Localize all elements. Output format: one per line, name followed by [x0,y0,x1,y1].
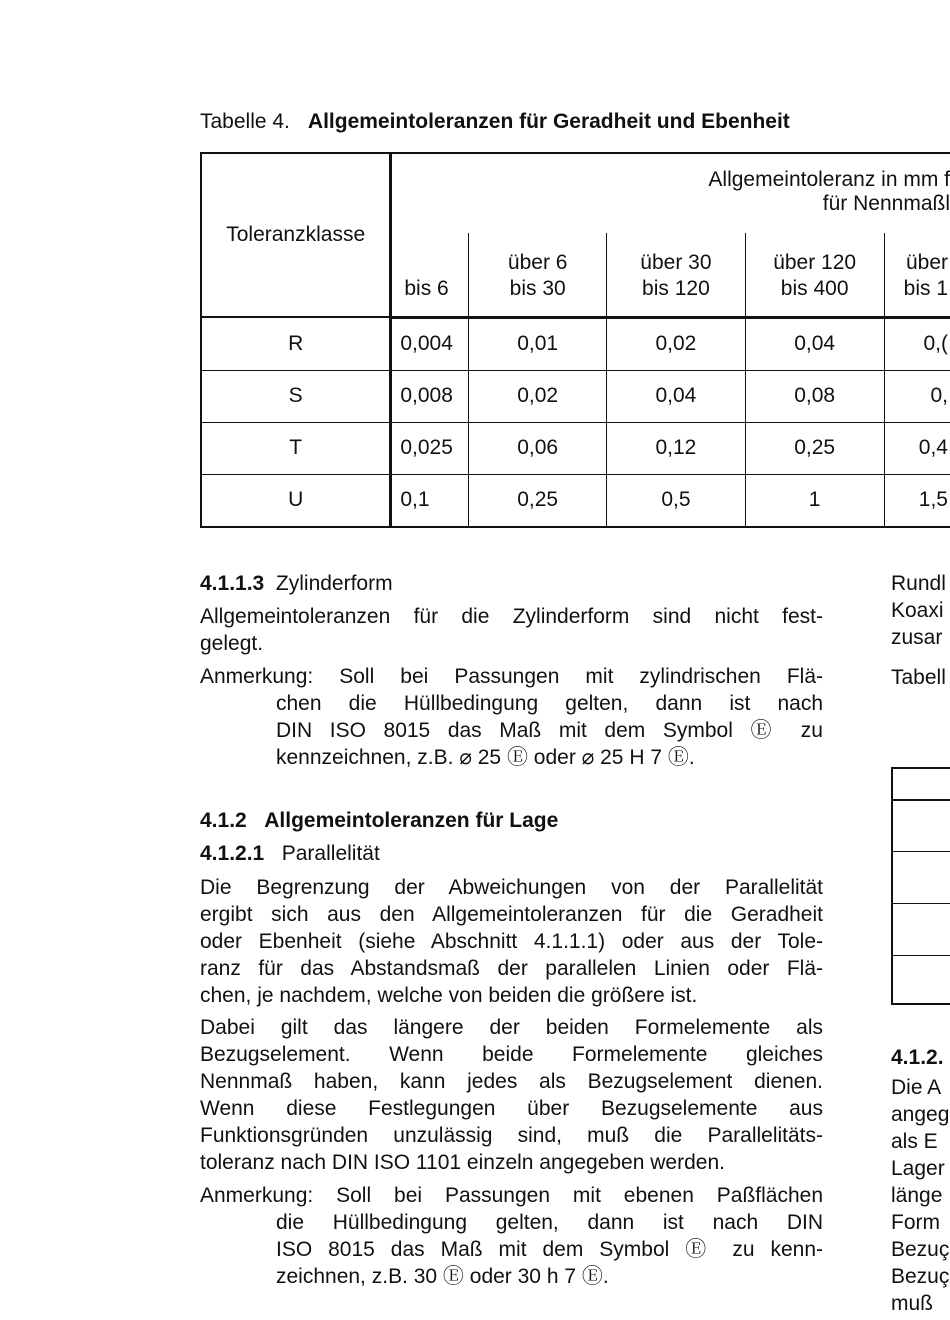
value-cell: 0,25 [745,422,884,474]
value-cell: 0,08 [745,370,884,422]
class-cell: R [201,317,391,370]
column-header: bis 6 [391,233,469,317]
value-cell: 1 [745,474,884,527]
value-cell: 0,5 [607,474,746,527]
heading-4121: 4.1.2.1 Parallelität [200,842,380,865]
value-cell: 0,04 [607,370,746,422]
table-row [201,422,950,474]
value-cell: 0, [884,370,950,422]
value-cell: 1,5 [884,474,950,527]
table-caption [200,110,790,134]
group-header: Allgemeintoleranz in mm f für Nennmaßl [391,153,950,233]
tolerance-table [200,152,950,528]
class-cell: S [201,370,391,422]
heading-412: 4.1.2 Allgemeintoleranzen für Lage [200,809,559,832]
paragraph-4113: Allgemeintoleranzen für die Zylinderform sind nicht fest- gelegt. [200,605,823,655]
value-cell: 0,025 [391,422,469,474]
value-cell: 0,01 [469,317,607,370]
value-cell: 0,02 [469,370,607,422]
table-row [201,317,950,370]
table-caption-title: Allgemeintoleranzen für Geradheit und Ebenheit [307,110,790,133]
value-cell: 0,1 [391,474,469,527]
table-caption-prefix: Tabelle 4. [200,110,290,133]
column-header: über 30 bis 120 [607,233,746,317]
paragraph-4121-1: Die Begrenzung der Abweichungen von der Parallelität ergibt sich aus den Allgemeintoleranzen für die Geradheit oder Ebenheit (siehe Abschnitt 4.1.1.1) oder aus der Tole- ranz für das Abstandsmaß der parallelen Linien oder Flä- chen, je nachdem, welche von beiden die größere ist. [200,876,823,1007]
value-cell: 0,004 [391,317,469,370]
right-heading: 4.1.2. [891,1046,944,1069]
class-cell: U [201,474,391,527]
value-cell: 0,4 [884,422,950,474]
right-table-frame [891,767,950,1005]
table-row [201,474,950,527]
class-cell: T [201,422,391,474]
class-header: Toleranzklasse [201,153,391,317]
heading-4113: 4.1.1.3 Zylinderform [200,572,393,595]
value-cell: 0,04 [745,317,884,370]
column-header: über bis 1 [884,233,950,317]
value-cell: 0,12 [607,422,746,474]
column-header: über 6 bis 30 [469,233,607,317]
value-cell: 0,06 [469,422,607,474]
value-cell: 0,02 [607,317,746,370]
column-header: über 120 bis 400 [745,233,884,317]
paragraph-4121-2: Dabei gilt das längere der beiden Formelemente als Bezugselement. Wenn beide Formelemente gleiches Nennmaß haben, kann jedes als Bezugselement dienen. Wenn diese Festlegungen über Bezugselemente aus Funktionsgründen unzulässig sind, muß die Parallelitäts- toleranz nach DIN ISO 1101 einzeln angegeben werden. [200,1016,823,1174]
value-cell: 0,008 [391,370,469,422]
value-cell: 0,( [884,317,950,370]
table-row [201,370,950,422]
right-table-label: Tabell [891,666,946,689]
value-cell: 0,25 [469,474,607,527]
